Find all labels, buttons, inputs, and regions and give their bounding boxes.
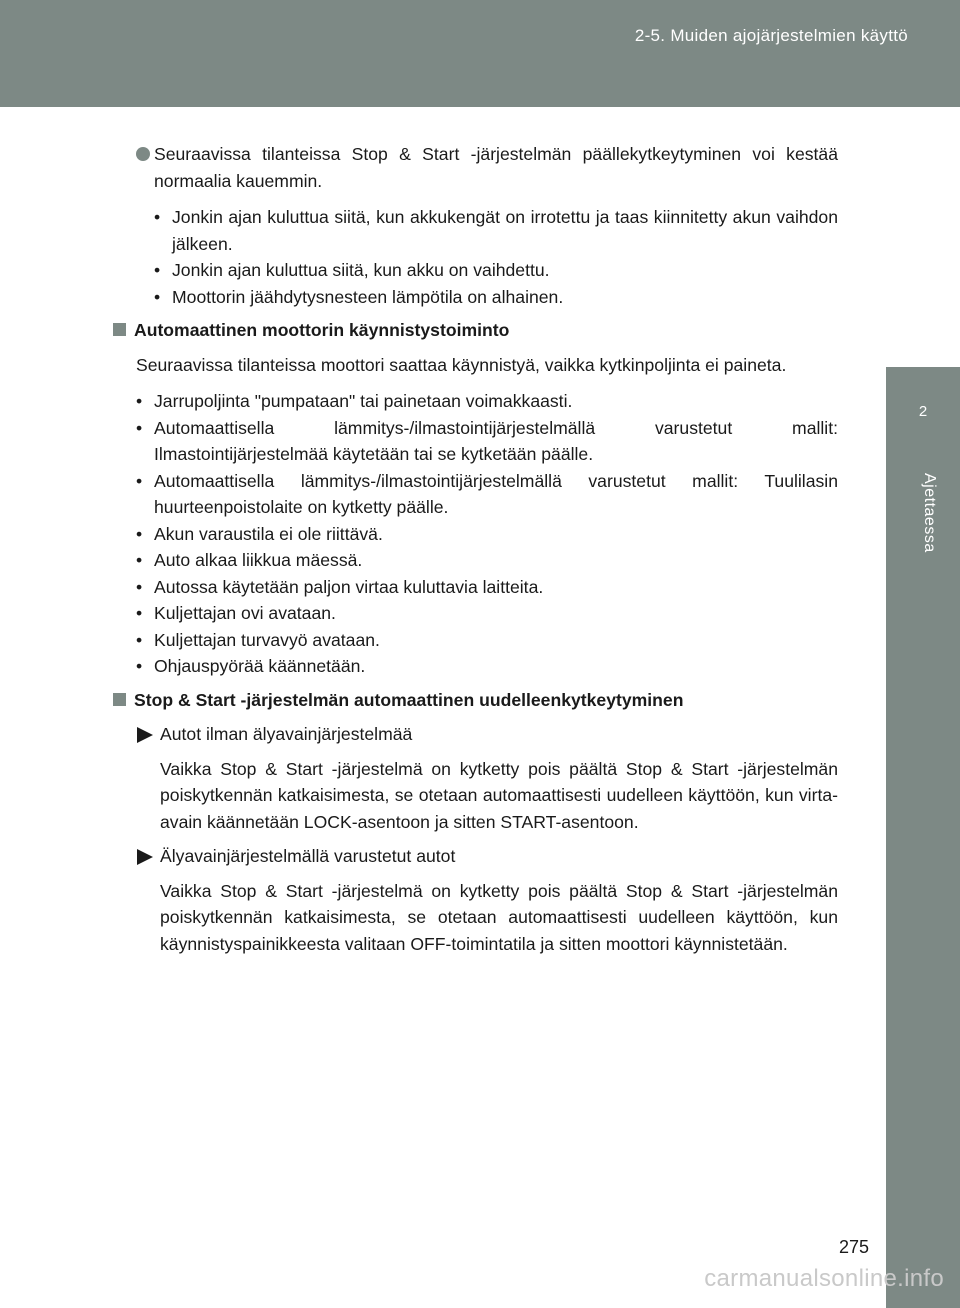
list-item: • Kuljettajan ovi avataan. xyxy=(136,600,838,627)
triangle-arrow-icon xyxy=(137,727,153,743)
case1-text: Vaikka Stop & Start -järjestelmä on kytketty pois päältä Stop & Start -järjestelmän poiskytkennän katkaisimesta, se otetaan automaattisesti uudelleen käyttöön, kun virta-avain käännetään LOCK-asentoon ja sitten START-asentoon. xyxy=(160,758,838,832)
case1-heading xyxy=(112,721,838,748)
list-item: • Jonkin ajan kuluttua siitä, kun akkukengät on irrotettu ja taas kiinnitetty akun vaihdon jälkeen. xyxy=(154,204,838,257)
chapter-number: 2 xyxy=(918,403,928,420)
chapter-tab xyxy=(886,367,960,463)
list-item: • Ohjauspyörää käännetään. xyxy=(136,653,838,680)
case2-text: Vaikka Stop & Start -järjestelmä on kytketty pois päältä Stop & Start -järjestelmän poiskytkennän katkaisimesta, se otetaan automaattisesti uudelleen käyttöön, kun käynnistyspainikkeesta valitaan OFF-toimintatila ja sitten moottori käynnistetään. xyxy=(160,880,838,954)
triangle-arrow-icon xyxy=(137,849,153,865)
list-item: • Automaattisella lämmitys-/ilmastointijärjestelmällä varustetut mallit: Ilmastointijärjestelmää käytetään tai se kytketään päälle. xyxy=(136,415,838,468)
section1-heading xyxy=(112,317,838,344)
list-item: • Kuljettajan turvavyö avataan. xyxy=(136,627,838,654)
list-item: • Auto alkaa liikkua mäessä. xyxy=(136,547,838,574)
section1-heading-text: Automaattinen moottorin käynnistystoiminto xyxy=(134,320,510,340)
chapter-strip xyxy=(886,463,960,1308)
intro-bullet-list xyxy=(112,204,838,310)
case1-title: Autot ilman älyavainjärjestelmää xyxy=(160,724,413,744)
section2-heading xyxy=(112,687,838,714)
square-bullet-icon xyxy=(113,323,126,336)
square-bullet-icon xyxy=(113,693,126,706)
intro-note xyxy=(112,141,838,194)
case2-title: Älyavainjärjestelmällä varustetut autot xyxy=(160,846,456,866)
circle-bullet-icon xyxy=(136,147,150,161)
watermark: carmanualsonline.info xyxy=(704,1265,944,1292)
list-item: • Automaattisella lämmitys-/ilmastointijärjestelmällä varustetut mallit: Tuulilasin huurteenpoistolaite on kytketty päälle. xyxy=(136,468,838,521)
list-item: • Jarrupoljinta "pumpataan" tai painetaan voimakkaasti. xyxy=(136,388,838,415)
section1-bullet-list xyxy=(112,388,838,680)
list-item: • Moottorin jäähdytysnesteen lämpötila on alhainen. xyxy=(154,284,838,311)
list-item: • Autossa käytetään paljon virtaa kuluttavia laitteita. xyxy=(136,574,838,601)
page-header xyxy=(0,0,960,107)
page-number: 275 xyxy=(838,1237,869,1257)
page-content xyxy=(112,141,838,957)
list-item: • Akun varaustila ei ole riittävä. xyxy=(136,521,838,548)
case2-heading xyxy=(112,843,838,870)
intro-text: Seuraavissa tilanteissa Stop & Start -järjestelmän päällekytkeytyminen voi kestää normaalia kauemmin. xyxy=(154,144,838,191)
chapter-label: Ajettaessa xyxy=(921,473,938,553)
list-item: • Jonkin ajan kuluttua siitä, kun akku on vaihdettu. xyxy=(154,257,838,284)
section2-heading-text: Stop & Start -järjestelmän automaattinen uudelleenkytkeytyminen xyxy=(134,689,684,710)
section-title: 2-5. Muiden ajojärjestelmien käyttö xyxy=(634,26,908,45)
section1-paragraph: Seuraavissa tilanteissa moottori saattaa käynnistyä, vaikka kytkinpoljinta ei paineta. xyxy=(136,354,787,375)
